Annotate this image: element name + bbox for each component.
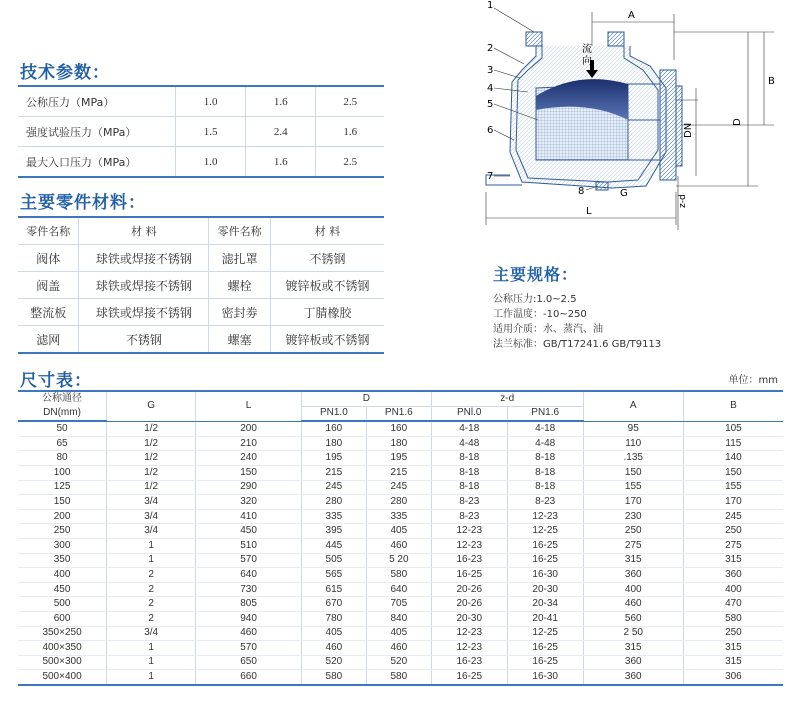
table-cell: 315 [683,655,783,670]
spec-line: 法兰标准：GB/T17241.6 GB/T9113 [493,339,662,350]
materials-title: 主要零件材料： [20,193,146,213]
table-cell: 2 [107,582,196,597]
spec-line: 工作温度：-10~250 [493,309,587,320]
table-cell: 395 [301,524,366,539]
table-cell: 1/2 [107,451,196,466]
table-cell: 16-25 [507,655,583,670]
table-cell: 1 [107,553,196,568]
col-d-header: D [301,391,431,406]
table-cell: 95 [583,421,683,436]
table-cell: 730 [196,582,302,597]
table-cell: 195 [366,451,431,466]
col-a-header: A [583,391,683,421]
table-cell: 705 [366,597,431,612]
dim-dn: DN [683,122,694,138]
table-cell: 2 [107,611,196,626]
dim-l: L [586,206,592,217]
table-cell: 16-23 [431,553,507,568]
table-cell: 470 [683,597,783,612]
table-row [18,436,783,451]
table-cell: 250 [683,626,783,641]
table-cell: 580 [683,611,783,626]
table-cell: 20-26 [431,582,507,597]
table-cell: 2 [107,597,196,612]
table-cell: 840 [366,611,431,626]
part-label: 1 [487,0,494,11]
table-cell: 570 [196,641,302,656]
table-cell: 180 [301,436,366,451]
table-cell: 16-25 [431,568,507,583]
unit-label: 单位：mm [728,375,778,386]
tech-label: 公称压力（MPa） [18,86,176,117]
part-label: 5 [487,99,494,110]
dim-zd: z-d [678,194,688,208]
table-cell: 155 [683,480,783,495]
table-cell: 8-18 [507,480,583,495]
table-cell: 280 [301,495,366,510]
table-cell: 20-30 [507,582,583,597]
table-cell: 1 [107,538,196,553]
table-cell: 290 [196,480,302,495]
table-cell: 250 [18,524,107,539]
table-cell: 5 20 [366,553,431,568]
table-row [18,582,783,597]
table-cell: 600 [18,611,107,626]
table-cell: 580 [301,670,366,685]
table-cell: 1 [107,670,196,685]
table-cell: 16-23 [431,655,507,670]
table-cell: 400×350 [18,641,107,656]
table-cell: 170 [583,495,683,510]
table-cell: 110 [583,436,683,451]
part-label: 2 [487,43,494,54]
materials-cell: 螺栓 [209,272,271,299]
table-row [18,611,783,626]
dim-g: G [620,188,628,199]
tech-value: 1.5 [176,117,246,147]
col-dn-unit: DN(mm) [18,406,107,421]
table-cell: 520 [301,655,366,670]
tech-params-title: 技术参数： [20,63,110,83]
table-cell: 8-18 [507,465,583,480]
table-cell: 150 [196,465,302,480]
table-cell: 150 [18,495,107,510]
table-cell: 350×250 [18,626,107,641]
table-cell: 2 50 [583,626,683,641]
materials-cell: 阀盖 [18,272,79,299]
table-cell: 650 [196,655,302,670]
table-cell: 565 [301,568,366,583]
table-cell: 360 [583,655,683,670]
table-row [18,626,783,641]
col-g-header: G [107,391,196,421]
table-cell: 315 [583,553,683,568]
table-row [18,524,783,539]
materials-header-cell: 零件名称 [18,217,79,245]
dim-a: A [628,10,635,21]
tech-value: 1.6 [316,117,384,147]
tech-value: 1.6 [246,86,316,117]
table-cell: 580 [366,670,431,685]
table-cell: 16-25 [507,641,583,656]
materials-cell: 不锈钢 [79,326,209,354]
tech-value: 2.5 [316,147,384,178]
table-cell: 245 [366,480,431,495]
tech-row [18,147,384,178]
col-pn10b-header: PNl.0 [431,406,507,421]
flow-label: 流 [582,44,592,55]
dims-title: 尺寸表： [20,371,92,391]
table-cell: 615 [301,582,366,597]
table-cell: 245 [301,480,366,495]
table-cell: 1/2 [107,465,196,480]
table-cell: 400 [583,582,683,597]
materials-row [18,245,384,272]
part-label: 3 [487,65,494,76]
materials-cell: 不锈钢 [271,245,385,272]
col-dn-header: 公称通径 [18,391,107,406]
table-cell: 640 [366,582,431,597]
table-cell: 360 [583,568,683,583]
table-cell: 105 [683,421,783,436]
table-cell: 4-48 [507,436,583,451]
table-cell: 660 [196,670,302,685]
table-cell: 405 [366,626,431,641]
materials-table [18,216,384,354]
col-zd-header: z-d [431,391,583,406]
table-cell: 2 [107,568,196,583]
table-cell: 3/4 [107,495,196,510]
table-cell: 445 [301,538,366,553]
table-cell: 1 [107,655,196,670]
part-label: 6 [487,125,494,136]
part-label: 4 [487,83,494,94]
table-cell: 500×400 [18,670,107,685]
table-cell: 125 [18,480,107,495]
table-cell: 8-18 [431,465,507,480]
table-cell: 4-48 [431,436,507,451]
table-cell: 250 [583,524,683,539]
table-cell: 12-25 [507,524,583,539]
table-cell: 500 [18,597,107,612]
table-cell: 16-25 [507,538,583,553]
materials-row [18,326,384,354]
tech-label: 最大入口压力（MPa） [18,147,176,178]
table-cell: 20-26 [431,597,507,612]
table-cell: 200 [18,509,107,524]
table-cell: 180 [366,436,431,451]
table-cell: 245 [683,509,783,524]
spec-line: 适用介质：水、蒸汽、油 [493,324,603,335]
table-cell: 1/2 [107,436,196,451]
tech-value: 1.6 [246,147,316,178]
table-cell: 460 [301,641,366,656]
specs-title: 主要规格： [493,265,579,284]
table-cell: 8-23 [431,495,507,510]
table-cell: 12-23 [431,538,507,553]
dimension-table [18,390,783,686]
table-cell: 12-25 [507,626,583,641]
table-cell: 460 [583,597,683,612]
table-cell: 16-25 [507,553,583,568]
table-cell: 450 [18,582,107,597]
table-cell: 460 [366,641,431,656]
table-cell: 410 [196,509,302,524]
table-cell: 3/4 [107,509,196,524]
table-row [18,480,783,495]
table-cell: 520 [366,655,431,670]
table-row [18,641,783,656]
materials-cell: 滤扎罩 [209,245,271,272]
table-row [18,655,783,670]
table-cell: 306 [683,670,783,685]
table-cell: 215 [301,465,366,480]
col-pn16-header: PN1.6 [366,406,431,421]
table-cell: 8-18 [431,451,507,466]
table-cell: 12-23 [431,626,507,641]
table-cell: 12-23 [431,641,507,656]
materials-cell: 整流板 [18,299,79,326]
dim-b: B [768,76,775,87]
table-cell: 12-23 [431,524,507,539]
table-cell: 400 [18,568,107,583]
table-cell: 16-30 [507,670,583,685]
table-cell: 500×300 [18,655,107,670]
table-cell: 3/4 [107,626,196,641]
tech-value: 2.5 [316,86,384,117]
table-cell: 115 [683,436,783,451]
tech-params-table [18,85,384,178]
table-cell: 275 [583,538,683,553]
table-cell: 160 [366,421,431,436]
table-cell: 320 [196,495,302,510]
table-cell: 570 [196,553,302,568]
table-cell: 640 [196,568,302,583]
table-cell: 65 [18,436,107,451]
table-cell: 1 [107,641,196,656]
valve-drawing [478,0,788,235]
table-cell: 12-23 [507,509,583,524]
tech-value: 1.0 [176,86,246,117]
table-cell: 315 [683,553,783,568]
table-cell: 20-34 [507,597,583,612]
materials-cell: 镀锌板或不锈钢 [271,272,385,299]
spec-line: 公称压力:1.0~2.5 [493,294,577,305]
col-pn10-header: PN1.0 [301,406,366,421]
table-cell: 275 [683,538,783,553]
table-cell: 16-25 [431,670,507,685]
table-cell: 200 [196,421,302,436]
table-row [18,509,783,524]
tech-value: 1.0 [176,147,246,178]
table-cell: 240 [196,451,302,466]
materials-cell: 球铁或焊接不锈钢 [79,299,209,326]
table-cell: 505 [301,553,366,568]
table-cell: 210 [196,436,302,451]
materials-header-cell: 材 料 [271,217,385,245]
table-row [18,553,783,568]
tech-row [18,117,384,147]
materials-row [18,272,384,299]
col-pn16b-header: PN1.6 [507,406,583,421]
dim-d: D [732,118,743,126]
materials-cell: 螺塞 [209,326,271,354]
table-cell: 50 [18,421,107,436]
table-cell: 230 [583,509,683,524]
table-cell: 335 [366,509,431,524]
table-cell: 580 [366,568,431,583]
table-cell: 1/2 [107,421,196,436]
table-cell: 460 [366,538,431,553]
materials-header-cell: 材 料 [79,217,209,245]
table-cell: 560 [583,611,683,626]
table-cell: 280 [366,495,431,510]
table-cell: 4-18 [431,421,507,436]
table-cell: 140 [683,451,783,466]
table-cell: 160 [301,421,366,436]
materials-cell: 阀体 [18,245,79,272]
materials-cell: 球铁或焊接不锈钢 [79,272,209,299]
table-cell: 400 [683,582,783,597]
table-cell: 460 [196,626,302,641]
table-cell: 360 [683,568,783,583]
col-l-header: L [196,391,302,421]
table-cell: 450 [196,524,302,539]
part-label: 8 [578,186,585,197]
table-cell: 4-18 [507,421,583,436]
table-cell: 1/2 [107,480,196,495]
part-label: 7 [487,171,494,182]
tech-row [18,86,384,117]
materials-cell: 镀锌板或不锈钢 [271,326,385,354]
table-cell: 780 [301,611,366,626]
table-cell: 20-41 [507,611,583,626]
table-cell: .135 [583,451,683,466]
table-cell: 8-23 [431,509,507,524]
table-cell: 250 [683,524,783,539]
table-row [18,421,783,436]
flow-label-2: 向 [582,56,592,67]
table-row [18,568,783,583]
table-cell: 940 [196,611,302,626]
table-cell: 155 [583,480,683,495]
table-cell: 315 [683,641,783,656]
tech-label: 强度试验压力（MPa） [18,117,176,147]
table-cell: 300 [18,538,107,553]
table-cell: 335 [301,509,366,524]
table-cell: 80 [18,451,107,466]
table-cell: 20-30 [431,611,507,626]
table-cell: 8-18 [431,480,507,495]
table-row [18,465,783,480]
table-cell: 315 [583,641,683,656]
materials-row [18,299,384,326]
table-cell: 510 [196,538,302,553]
table-cell: 670 [301,597,366,612]
materials-cell: 球铁或焊接不锈钢 [79,245,209,272]
table-cell: 195 [301,451,366,466]
table-cell: 360 [583,670,683,685]
table-cell: 16-30 [507,568,583,583]
col-b-header: B [683,391,783,421]
table-row [18,451,783,466]
table-cell: 170 [683,495,783,510]
table-cell: 805 [196,597,302,612]
table-row [18,670,783,685]
table-row [18,597,783,612]
materials-cell: 滤网 [18,326,79,354]
table-cell: 100 [18,465,107,480]
table-row [18,538,783,553]
table-cell: 405 [301,626,366,641]
tech-value: 2.4 [246,117,316,147]
table-cell: 3/4 [107,524,196,539]
table-cell: 405 [366,524,431,539]
table-cell: 150 [583,465,683,480]
materials-cell: 密封劵 [209,299,271,326]
table-cell: 350 [18,553,107,568]
materials-header-cell: 零件名称 [209,217,271,245]
table-cell: 150 [683,465,783,480]
table-row [18,495,783,510]
table-cell: 8-23 [507,495,583,510]
materials-cell: 丁腈橡胶 [271,299,385,326]
table-cell: 215 [366,465,431,480]
table-cell: 8-18 [507,451,583,466]
